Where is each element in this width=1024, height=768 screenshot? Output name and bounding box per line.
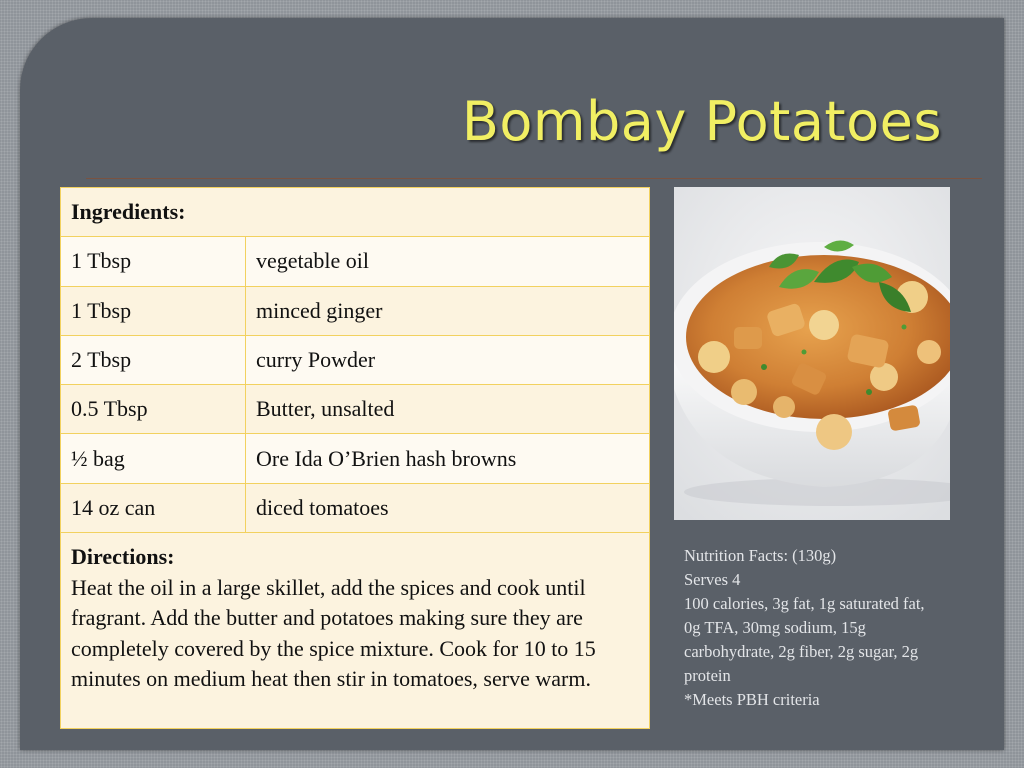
table-row bbox=[61, 286, 650, 335]
ingredients-header: Ingredients: bbox=[61, 188, 650, 237]
ingredient-qty: 1 Tbsp bbox=[61, 237, 246, 286]
ingredient-item: minced ginger bbox=[246, 286, 650, 335]
bombay-potatoes-dish-image bbox=[674, 187, 950, 520]
ingredient-item: Butter, unsalted bbox=[246, 385, 650, 434]
ingredient-qty: ½ bag bbox=[61, 434, 246, 483]
title-divider bbox=[86, 178, 982, 179]
ingredient-qty: 1 Tbsp bbox=[61, 286, 246, 335]
table-row bbox=[61, 237, 650, 286]
table-row bbox=[61, 533, 650, 729]
table-row bbox=[61, 188, 650, 237]
directions-label: Directions: bbox=[71, 544, 175, 570]
nutrition-facts bbox=[684, 544, 944, 712]
ingredient-item: vegetable oil bbox=[246, 237, 650, 286]
ingredient-item: diced tomatoes bbox=[246, 483, 650, 532]
slide-title: Bombay Potatoes bbox=[461, 90, 942, 153]
ingredient-qty: 0.5 Tbsp bbox=[61, 385, 246, 434]
ingredient-qty: 14 oz can bbox=[61, 483, 246, 532]
nutrition-line: *Meets PBH criteria bbox=[684, 690, 820, 709]
table-row bbox=[61, 385, 650, 434]
ingredient-item: curry Powder bbox=[246, 335, 650, 384]
ingredient-item: Ore Ida O’Brien hash browns bbox=[246, 434, 650, 483]
slide-panel bbox=[20, 18, 1004, 750]
ingredients-table bbox=[60, 187, 650, 729]
ingredient-qty: 2 Tbsp bbox=[61, 335, 246, 384]
table-row bbox=[61, 335, 650, 384]
table-row bbox=[61, 483, 650, 532]
directions-text: Heat the oil in a large skillet, add the spices and cook until fragrant. Add the butter and potatoes making sure they are completely covered by the spice mixture. Cook for 10 to 15 minutes on medium heat then stir in tomatoes, serve warm. bbox=[71, 574, 596, 692]
nutrition-line: 100 calories, 3g fat, 1g saturated fat, 0g TFA, 30mg sodium, 15g carbohydrate, 2g fiber, 2g sugar, 2g protein bbox=[684, 594, 925, 685]
food-photo bbox=[674, 187, 950, 520]
nutrition-line: Nutrition Facts: (130g) bbox=[684, 546, 837, 565]
directions-cell bbox=[61, 533, 650, 729]
nutrition-line: Serves 4 bbox=[684, 570, 741, 589]
table-row bbox=[61, 434, 650, 483]
